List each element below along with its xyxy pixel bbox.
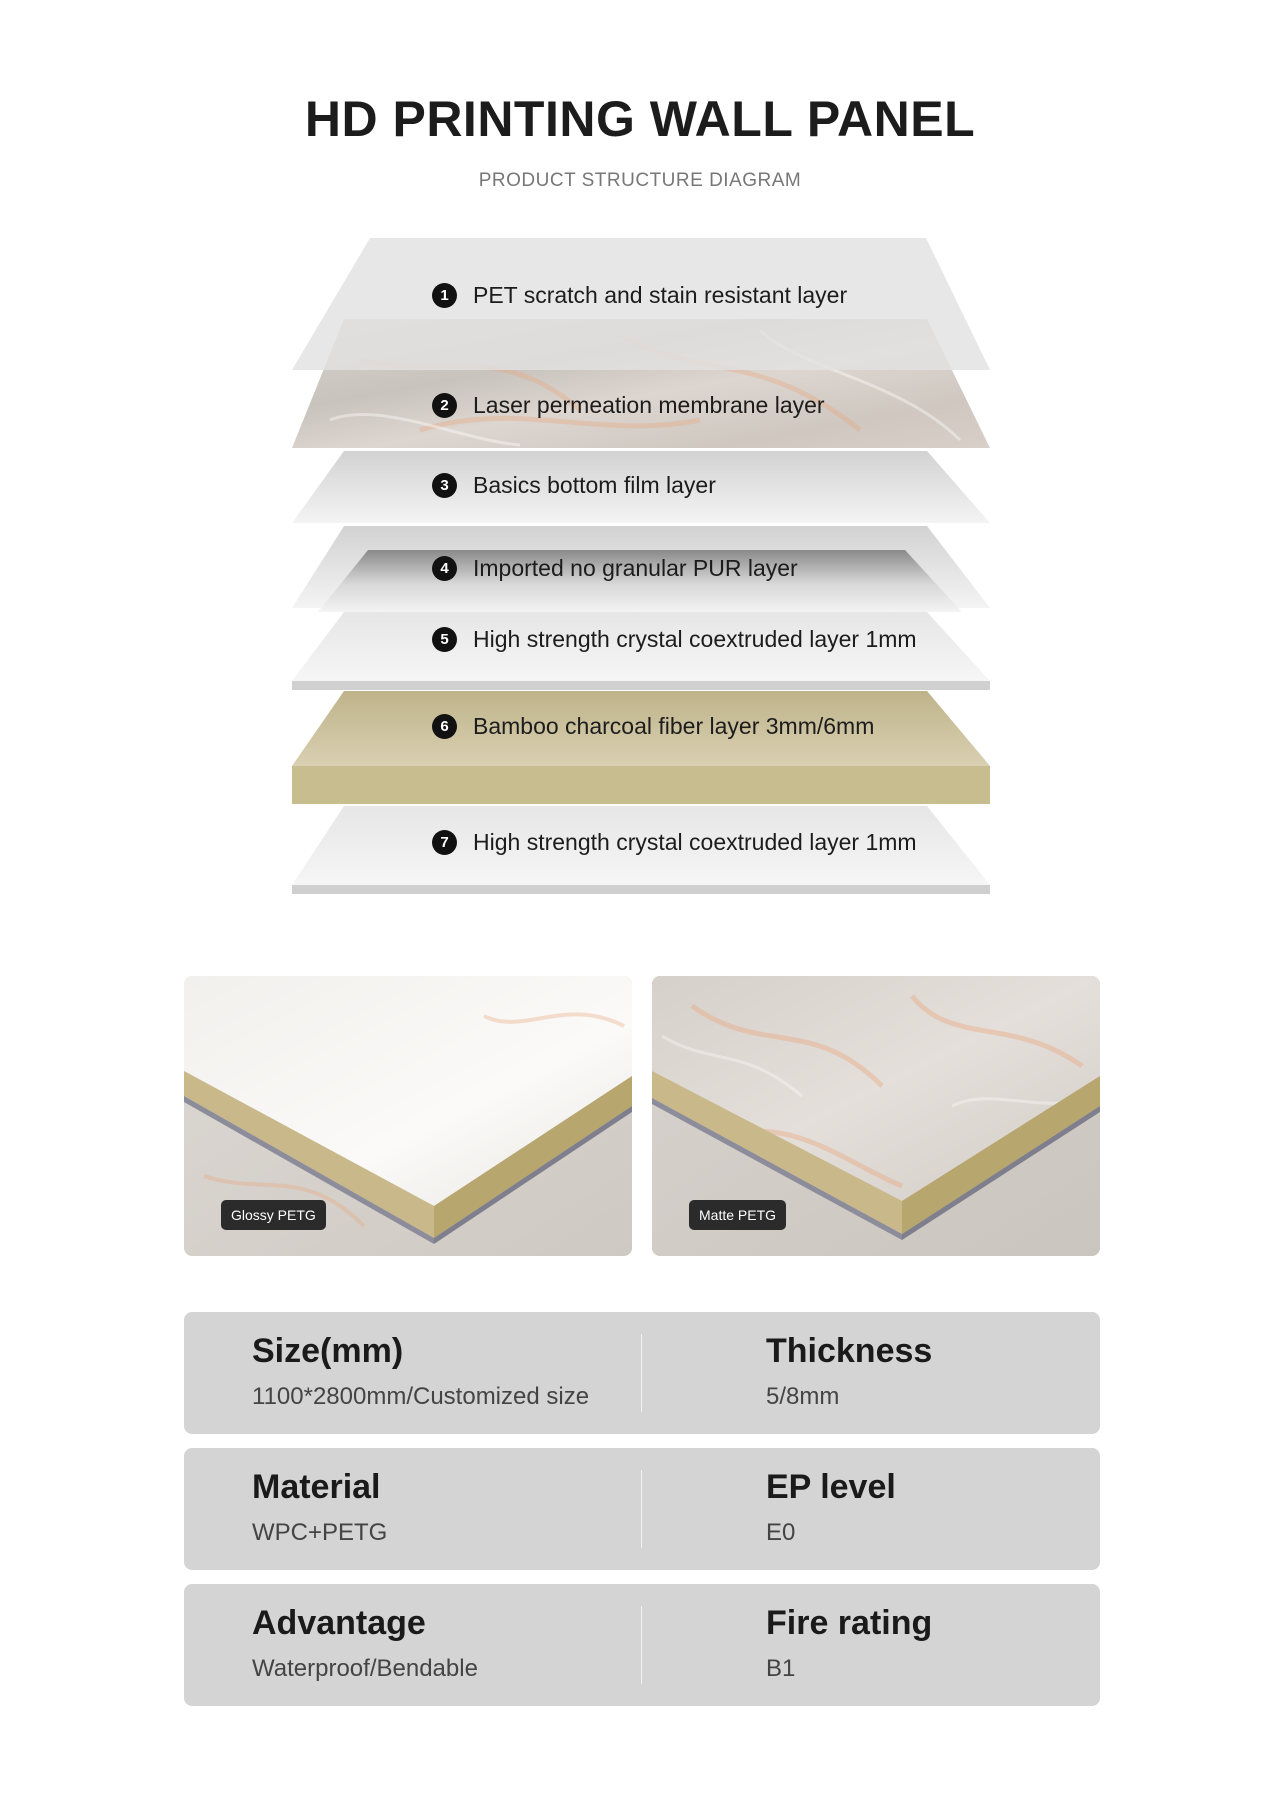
spec-value: E0 bbox=[766, 1519, 796, 1546]
layer-label-7 bbox=[432, 829, 917, 856]
spec-divider bbox=[641, 1334, 642, 1412]
spec-label: Material bbox=[252, 1468, 381, 1506]
layer-label-5 bbox=[432, 626, 917, 653]
layer-label-4 bbox=[432, 555, 798, 582]
layer-name: High strength crystal coextruded layer 1mm bbox=[473, 829, 917, 855]
layer-number-badge: 3 bbox=[432, 473, 457, 498]
glossy-panel-photo bbox=[184, 976, 632, 1256]
spec-row-size-thickness bbox=[184, 1312, 1100, 1434]
layer-number-badge: 6 bbox=[432, 714, 457, 739]
spec-ep-level bbox=[766, 1468, 896, 1547]
spec-value: 5/8mm bbox=[766, 1383, 840, 1410]
spec-label: Size(mm) bbox=[252, 1332, 404, 1370]
finish-tag: Glossy PETG bbox=[221, 1200, 326, 1230]
layer-name: Bamboo charcoal fiber layer 3mm/6mm bbox=[473, 713, 875, 739]
layer-label-3 bbox=[432, 472, 716, 499]
spec-value: Waterproof/Bendable bbox=[252, 1655, 478, 1682]
spec-label: EP level bbox=[766, 1468, 896, 1506]
spec-label: Fire rating bbox=[766, 1604, 933, 1642]
layer-number-badge: 5 bbox=[432, 627, 457, 652]
spec-fire-rating bbox=[766, 1604, 932, 1683]
spec-value: B1 bbox=[766, 1655, 796, 1682]
spec-divider bbox=[641, 1470, 642, 1548]
layer-number-badge: 4 bbox=[432, 556, 457, 581]
page-title: HD PRINTING WALL PANEL bbox=[304, 91, 976, 147]
matte-panel-photo bbox=[652, 976, 1100, 1256]
layer-number-badge: 1 bbox=[432, 283, 457, 308]
layer-name: Imported no granular PUR layer bbox=[473, 555, 798, 581]
spec-value: WPC+PETG bbox=[252, 1519, 388, 1546]
spec-thickness bbox=[766, 1332, 932, 1411]
spec-advantage bbox=[252, 1604, 478, 1683]
layer-name: Basics bottom film layer bbox=[473, 472, 716, 498]
layer-6-shape bbox=[292, 691, 990, 804]
spec-material bbox=[252, 1468, 387, 1547]
layer-name: High strength crystal coextruded layer 1mm bbox=[473, 626, 917, 652]
spec-label: Thickness bbox=[766, 1332, 933, 1370]
layer-name: Laser permeation membrane layer bbox=[473, 392, 825, 418]
page-subtitle: PRODUCT STRUCTURE DIAGRAM bbox=[478, 170, 802, 191]
layer-number-badge: 2 bbox=[432, 393, 457, 418]
layer-label-2 bbox=[432, 392, 825, 419]
spec-value: 1100*2800mm/Customized size bbox=[252, 1383, 590, 1410]
spec-row-material-ep bbox=[184, 1448, 1100, 1570]
finish-tag: Matte PETG bbox=[689, 1200, 786, 1230]
spec-label: Advantage bbox=[252, 1604, 426, 1642]
spec-size bbox=[252, 1332, 589, 1411]
layer-name: PET scratch and stain resistant layer bbox=[473, 282, 848, 308]
layer-number-badge: 7 bbox=[432, 830, 457, 855]
layer-label-6 bbox=[432, 713, 874, 740]
spec-divider bbox=[641, 1606, 642, 1684]
layer-label-1 bbox=[432, 282, 847, 309]
spec-row-advantage-fire bbox=[184, 1584, 1100, 1706]
